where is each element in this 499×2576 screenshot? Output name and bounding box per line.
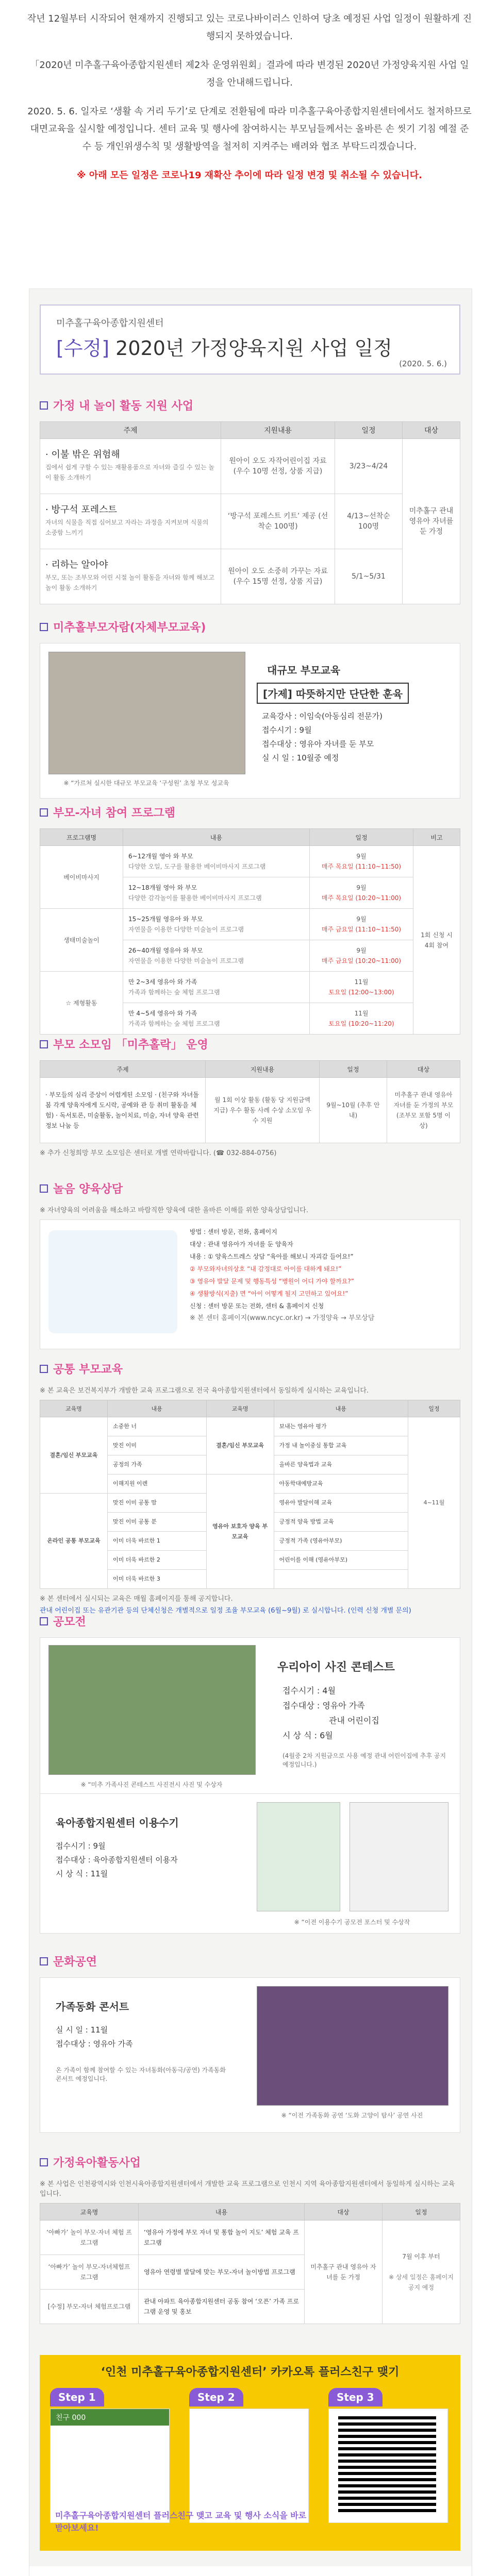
row-content: 원아이 오도 소중히 가꾸는 자료 (우수 15명 선정, 상품 지급) (221, 549, 335, 604)
edu-item: 긍정적 가족 (영유아부모) (274, 1532, 408, 1551)
culture-note: 온 가족이 함께 참여할 수 있는 자녀동화(아동극/공연) 가족동화콘서트 예정입니다. (56, 2066, 226, 2082)
common-edu-note: ※ 본 센터에서 실시되는 교육은 매월 홈페이지를 통해 공지합니다. (40, 1595, 233, 1603)
parent-group-table (40, 1060, 460, 1143)
item-time: 매주 금요일 (10:20~11:00) (321, 957, 402, 964)
row-date: 3/23~4/24 (335, 439, 403, 494)
detail-item: 접수시기 : 9월 (56, 1841, 106, 1851)
program-name: ‘아빠가’ 놀이 부모·자녀 체험 프로그램 (40, 2221, 139, 2255)
program-target: 미추홀구 관내 영유아 자녀를 둔 가정 (305, 2221, 382, 2324)
detail-item: ④ 생활방식(지출) 면 “아이 어떻게 될지 고민하고 있어요!” (190, 1290, 348, 1297)
detail-item: ② 부모와자녀의상호 “내 감정대로 아이를 대하게 돼요!” (190, 1265, 342, 1273)
detail-item: 접수시기 : 4월 (282, 1686, 336, 1696)
square-bullet-icon (40, 808, 48, 817)
event-details (262, 710, 382, 766)
section-heading (40, 619, 460, 635)
item-sub: 다양한 감각놀이를 활용한 베이비마사지 프로그램 (128, 894, 262, 902)
row-topic: · 방구석 포레스트 (45, 504, 117, 515)
edu-date: 4~11월 (408, 1417, 460, 1589)
qr-code-icon[interactable] (338, 2414, 436, 2512)
intro-notice: ※ 아래 모든 일정은 코로나19 재확산 추이에 따라 일정 변경 및 취소될 수 있습니다. (77, 170, 422, 181)
detail-item: 내용 : ① 양육스트레스 상담 “육아를 해보니 자괴감 들어요!” (190, 1253, 354, 1260)
col-header: 비고 (413, 829, 460, 846)
detail-item: 방법 : 센터 방문, 전화, 홈페이지 (190, 1228, 277, 1235)
review-poster (257, 1802, 340, 1911)
edu-item: 긍정적 양육 방법 교육 (274, 1513, 408, 1532)
square-bullet-icon (40, 1040, 48, 1048)
step-label: Step 1 (50, 2388, 104, 2406)
table-row (40, 1417, 460, 1436)
square-bullet-icon (40, 401, 48, 410)
item-date: 9월 (356, 853, 367, 860)
counseling-desc: ※ 자녀양육의 어려움을 해소하고 바람직한 양육에 대한 올바른 이해를 위한 양육상담입니다. (40, 1207, 308, 1214)
col-header: 대상 (305, 2204, 382, 2221)
group-footnote: ※ 추가 신청희망 부모 소모임은 센터로 개별 연락바랍니다. (☎ 032-884-0756) (40, 1149, 277, 1157)
item-date: 11월 (354, 1010, 369, 1017)
phone-screen (50, 2409, 170, 2523)
section-home-parenting (40, 2154, 460, 2324)
row-topic-sub: 집에서 쉽게 구할 수 있는 재활용품으로 자녀와 즐길 수 있는 놀이 활동 소개하기 (45, 464, 214, 481)
intro (26, 10, 473, 196)
detail-item: 접수시기 : 9월 (262, 725, 312, 735)
section-heading-text: 미추홀부모자람(자체부모교육) (53, 621, 206, 634)
contest-note: (4월중 2차 지원금으로 사용 예정 관내 어린이집에 추후 공지 예정입니다.) (282, 1752, 446, 1768)
col-header: 대상 (403, 422, 460, 439)
section-heading (40, 1036, 460, 1052)
col-header: 교육명 (40, 2204, 139, 2221)
section-contest (40, 1613, 460, 1798)
section-heading (40, 1361, 460, 1377)
col-header: 일정 (335, 422, 403, 439)
photo-caption: ※ “가르쳐 실시한 대규모 부모교육 ‘구성원’ 초청 부모 성교육 (63, 779, 229, 787)
table-row (40, 439, 460, 494)
section-heading-text: 가정 내 놀이 활동 지원 사업 (53, 400, 194, 413)
row-date: 4/13~선착순 100명 (335, 494, 403, 549)
program-content: 관내 아파트 육아종합지원센터 공동 참여 ‘오픈’ 가족 프로그램 운영 및 홍보 (139, 2290, 305, 2324)
program-content: 영유아 연령별 발달에 맞는 부모-자녀 놀이방법 프로그램 (139, 2255, 305, 2290)
kakao-plus-friend-banner (40, 2355, 460, 2551)
detail-item: ③ 영유아 발달 문제 및 행동특성 “병원이 어디 가야 할까요?” (190, 1278, 354, 1285)
section-heading (40, 1953, 460, 1969)
detail-item: 대상 : 관내 영유아가 자녀를 둔 양육자 (190, 1241, 293, 1248)
counseling-details (190, 1227, 374, 1326)
item-time: 매주 목요일 (10:20~11:00) (321, 894, 402, 902)
detail-item: 접수대상 : 육아종합지원센터 이용자 (56, 1855, 178, 1865)
col-header: 주제 (40, 1061, 206, 1078)
detail-item: 신청 : 센터 방문 또는 전화, 센터 & 홈페이지 신청 (190, 1302, 324, 1310)
detail-item: 교육강사 : 이임숙(아동심리 전문가) (262, 711, 382, 721)
intro-paragraph-1: 작년 12월부터 시작되어 현재까지 진행되고 있는 코로나바이러스 인하여 당초 예정된 사업 일정이 원활하게 진행되지 못하였습니다. (27, 13, 472, 42)
detail-item: 접수대상 : 영유아 가족 (282, 1701, 365, 1710)
col-header: 교육명 (40, 1400, 108, 1417)
step-label: Step 2 (189, 2388, 243, 2406)
program-name: 베이비마사지 (40, 846, 123, 909)
col-header: 프로그램명 (40, 829, 123, 846)
detail-item: 접수대상 : 영유아 가족 (56, 2039, 133, 2048)
row-date: 5/1~5/31 (335, 549, 403, 604)
edu-item: 이미 더욱 바르한 1 (108, 1532, 207, 1551)
edu-item: 이해지원 이렌 (108, 1475, 207, 1494)
item-title: 만 4~5세 영유아 와 가족 (128, 1010, 197, 1017)
contest-details (282, 1684, 379, 1744)
row-topic-sub: 부모, 또는 조부모와 어린 시절 놀이 활동을 자녀와 함께 해보고 놀이 활동 소개하기 (45, 574, 214, 591)
group-target: 미추홀구 관내 영유아 자녀를 둔 가정의 부모(조부모 포함 5명 이상) (387, 1078, 460, 1143)
col-header: 일정 (310, 829, 413, 846)
edu-item: 이미 더욱 바르한 3 (108, 1570, 207, 1589)
table-row (40, 846, 460, 877)
photo-caption: ※ “이전 가족동화 공연 ‘도화 고양이 탐사’ 공연 사진 (281, 2112, 423, 2119)
square-bullet-icon (40, 623, 48, 631)
detail-item: 시 상 식 : 6월 (282, 1731, 333, 1740)
col-header: 지원내용 (221, 422, 335, 439)
parent-education-box (40, 643, 460, 799)
section-culture (40, 1953, 460, 2133)
item-time: 매주 목요일 (11:10~11:50) (321, 863, 402, 870)
kakao-step-3 (328, 2388, 457, 2537)
friend-list-bar: 친구 000 (51, 2409, 169, 2426)
item-title: 6~12개월 영아 와 부모 (128, 853, 193, 860)
item-title: 26~40개월 영유아 와 부모 (128, 947, 203, 954)
item-date: 9월 (356, 884, 367, 891)
program-name: ☆ 제형활동 (40, 972, 123, 1035)
program-date: 7월 이후 부터 (402, 2253, 440, 2260)
section-heading-text: 부모-자녀 참여 프로그램 (53, 807, 175, 820)
program-content: ‘영유아 가정에 부모 자녀 및 통합 놀이 지도’ 체험 교육 프로그램 (139, 2221, 305, 2255)
col-header: 일정 (382, 2204, 460, 2221)
step-label: Step 3 (328, 2388, 382, 2406)
review-details (56, 1840, 178, 1882)
detail-item: 실 시 일 : 11월 (56, 2025, 108, 2035)
parent-child-table (40, 828, 460, 1035)
event-subtitle: [가제] 따뜻하지만 단단한 훈육 (257, 683, 409, 704)
title-date: (2020. 5. 6.) (399, 359, 447, 368)
detail-item: 실 시 일 : 10월중 예정 (262, 753, 339, 762)
event-title: 대규모 부모교육 (267, 664, 341, 676)
phone-screen (189, 2409, 309, 2523)
common-edu-table (40, 1400, 460, 1589)
square-bullet-icon (40, 1617, 48, 1625)
col-header: 지원내용 (206, 1061, 320, 1078)
review-box (40, 1793, 460, 1934)
intro-paragraph-2: 「2020년 미추홀구육아종합지원센터 제2차 운영위원회」결과에 따라 변경된 2020년 가정양육지원 사업 일정을 안내해드립니다. (30, 60, 469, 88)
row-target: 미추홀구 관내 영유아 자녀를 둔 가정 (403, 439, 460, 604)
item-date: 9월 (356, 947, 367, 954)
edu-item: 맞진 이미 공통 분 (108, 1513, 207, 1532)
section-review (40, 1793, 460, 1934)
revised-tag: [수정] (56, 337, 110, 360)
table-row (40, 2221, 460, 2255)
edu-item: 어린이를 이해 (영유아부모) (274, 1551, 408, 1570)
contest-title: 우리아이 사진 콘테스트 (277, 1661, 395, 1674)
section-home-play (40, 397, 460, 604)
detail-item: ※ 본 센터 홈페이지(www.ncyc.or.kr) → 가정양육 → 부모상담 (190, 1314, 375, 1322)
item-sub: 다양한 오일, 도구를 활용한 베이비마사지 프로그램 (128, 863, 266, 870)
edu-item: 아동학대예방교육 (274, 1475, 408, 1494)
section-parent-group (40, 1036, 460, 1157)
item-time: 토요일 (12:00~13:00) (328, 989, 394, 996)
square-bullet-icon (40, 1184, 48, 1193)
counseling-illustration (48, 1230, 177, 1333)
title-text: 2020년 가정양육지원 사업 일정 (115, 337, 392, 360)
row-topic-sub: 자녀의 식물을 직접 심어보고 자라는 과정을 지켜보며 식물의 소중함 느끼기 (45, 519, 209, 536)
item-sub: 가족과 함께하는 숲 체험 프로그램 (128, 1020, 220, 1027)
culture-photo (257, 1986, 448, 2106)
review-title: 육아종합지원센터 이용수기 (56, 1817, 179, 1829)
detail-item: 관내 어린이집 (329, 1716, 379, 1725)
common-edu-desc: ※ 본 교육은 보건복지부가 개발한 교육 프로그램으로 전국 육아종합지원센터에서 동일하게 실시하는 교육입니다. (40, 1387, 369, 1395)
section-parent-education (40, 619, 460, 799)
edu-item: 올바른 양육법과 교육 (274, 1455, 408, 1475)
section-heading-text: 부모 소모임 「미추홀락」 운영 (53, 1039, 208, 1052)
culture-box (40, 1977, 460, 2133)
col-header: 대상 (387, 1061, 460, 1078)
photo-caption: ※ “미추 가족사진 콘테스트 사진전시 사진 및 수상자 (80, 1781, 223, 1788)
intro-paragraph-3: 2020. 5. 6. 일자로 ‘생활 속 거리 두기’로 단계로 전환됨에 따라 미추홀구육아종합지원센터에서도 철저하므로 대면교육을 실시할 예정입니다. 센터 교육 및 행사에 참여하시는 부모님들께서는 올바른 손 씻기 기침 예절 준수 등 개인위생수칙 및 생활방역을 철저히 지켜주는 배려와 협조 부탁드리겠습니다. (27, 106, 472, 152)
col-header: 내용 (123, 829, 310, 846)
edu-item: 공정의 가족 (108, 1455, 207, 1475)
edu-group-name: 결혼/임신 부모교육 (40, 1417, 108, 1494)
footer-logo-area (29, 2566, 472, 2576)
home-play-table (40, 421, 460, 604)
qr-panel (328, 2409, 448, 2523)
col-header: 일정 (320, 1061, 387, 1078)
item-time: 토요일 (10:20~11:20) (328, 1020, 394, 1027)
edu-item: 영유아 발달이해 교육 (274, 1494, 408, 1513)
item-sub: 가족과 함께하는 숲 체험 프로그램 (128, 989, 220, 996)
section-heading (40, 1180, 460, 1196)
program-name: ‘아빠가’ 놀이 부모-자녀체험프로그램 (40, 2255, 139, 2290)
program-note: 1회 신청 시 4회 참여 (413, 846, 460, 1035)
edu-group-name: 결혼/임신 부모교육 (206, 1417, 274, 1475)
culture-title: 가족동화 콘서트 (56, 2001, 129, 2013)
section-heading-text: 놀음 양육상담 (53, 1183, 123, 1196)
item-date: 9월 (356, 916, 367, 923)
col-header: 일정 (408, 1400, 460, 1417)
edu-item: 가정 내 놀이중심 통합 교육 (274, 1436, 408, 1455)
detail-item: 시 상 식 : 11월 (56, 1869, 108, 1878)
title-card (40, 304, 460, 375)
program-note: ※ 상세 일정은 홈페이지 공지 예정 (389, 2274, 454, 2291)
col-header: 내용 (274, 1400, 408, 1417)
page-title (56, 332, 392, 361)
edu-group-name: 온라인 공통 부모교육 (40, 1494, 108, 1589)
contest-box (40, 1637, 460, 1798)
group-content: 월 1회 이상 활동 (활동 당 지원금액 지급) 우수 활동 사례 수상 소모임 우수 지원 (206, 1078, 320, 1143)
section-heading (40, 397, 460, 413)
group-topic: · 부모들의 심리 증상이 어렵게된 소모임 · (친구와 자녀돌봄 각계 양육자에게 도시락, 공예와 관 등 취미 활동을 체험) · 독서토론, 미술활동, 놀이치료, 미술, 자녀 양육 관련 정보 나눔 등 (40, 1078, 206, 1143)
item-sub: 자연물을 이용한 다양한 미술놀이 프로그램 (128, 957, 244, 964)
col-header: 내용 (139, 2204, 305, 2221)
review-caption: ※ “이전 이용수기 공모전 포스터 및 수상작 (294, 1919, 410, 1926)
square-bullet-icon (40, 2158, 48, 2166)
section-common-education (40, 1361, 460, 1615)
item-title: 15~25개월 영유아 와 부모 (128, 916, 203, 923)
group-date: 9월~10월 (추후 안내) (320, 1078, 387, 1143)
col-header: 주제 (40, 422, 221, 439)
section-heading (40, 804, 460, 820)
row-content: 원아이 오도 자작어린이집 자료 (우수 10명 선정, 상품 지급) (221, 439, 335, 494)
lecture-photo (48, 652, 245, 774)
section-heading-text: 문화공연 (53, 1956, 97, 1969)
program-name: [수정] 부모-자녀 체험프로그램 (40, 2290, 139, 2324)
item-date: 11월 (354, 978, 369, 986)
section-counseling (40, 1180, 460, 1349)
edu-item: 이미 더욱 바르한 2 (108, 1551, 207, 1570)
edu-item: 보내는 영유아 평가 (274, 1417, 408, 1436)
item-title: 12~18개월 영아 와 부모 (128, 884, 197, 891)
row-topic: · 이불 밖은 위험해 (45, 449, 120, 460)
schedule-panel (29, 289, 472, 2576)
table-row (40, 494, 460, 549)
row-content: ‘방구석 포레스트 키트’ 제공 (선착순 100명) (221, 494, 335, 549)
item-title: 만 2~3세 영유아 와 가족 (128, 978, 197, 986)
contest-photo (48, 1645, 256, 1775)
review-winner-sheet (350, 1802, 448, 1911)
section-heading (40, 1613, 460, 1629)
kakao-title: ‘인천 미추홀구육아종합지원센터’ 카카오톡 플러스친구 맺기 (101, 2366, 400, 2379)
program-name: 생태미술놀이 (40, 909, 123, 972)
col-header: 교육명 (206, 1400, 274, 1417)
counseling-box (40, 1219, 460, 1349)
square-bullet-icon (40, 1365, 48, 1373)
detail-item: 접수대상 : 영유아 자녀를 둔 부모 (262, 739, 374, 749)
col-header: 내용 (108, 1400, 207, 1417)
section-heading (40, 2154, 460, 2170)
square-bullet-icon (40, 1957, 48, 1965)
item-sub: 자연물을 이용한 다양한 미술놀이 프로그램 (128, 926, 244, 933)
culture-details (56, 2024, 133, 2052)
item-time: 매주 금요일 (11:10~11:50) (321, 926, 402, 933)
edu-item: 맞진 이미 (108, 1436, 207, 1455)
edu-group-name: 영유아 보호자 양육 부모교육 (206, 1475, 274, 1589)
table-row (40, 909, 460, 940)
kakao-bottom-text: 미추홀구육아종합지원센터 플러스친구 맺고 교육 및 행사 소식을 바로 받아보세요! (55, 2511, 307, 2533)
table-row (40, 549, 460, 604)
center-name: 미추홀구육아종합지원센터 (56, 318, 164, 329)
edu-item: 소중한 너 (108, 1417, 207, 1436)
section-heading-text: 가정육아활동사업 (53, 2157, 141, 2170)
table-row (40, 1078, 460, 1143)
table-row (40, 972, 460, 1003)
section-heading-text: 공통 부모교육 (53, 1363, 123, 1376)
section-parent-child (40, 804, 460, 1035)
home-parenting-table (40, 2203, 460, 2324)
section-heading-text: 공모전 (53, 1616, 86, 1629)
home-parenting-desc: ※ 본 사업은 인천광역시와 인천시육아종합지원센터에서 개발한 교육 프로그램으로 인천시 지역 육아종합지원센터에서 동일하게 실시하는 교육입니다. (40, 2180, 455, 2198)
edu-item: 맞진 이미 공통 맘 (108, 1494, 207, 1513)
row-topic: · 리하는 알아야 (45, 560, 108, 570)
common-edu-note: 관내 어린이집 또는 유관기관 등의 단체신청은 개별적으로 일정 조율 부모교육 (6월~9월) 로 실시합니다. (인력 신청 개별 문의) (40, 1607, 411, 1615)
